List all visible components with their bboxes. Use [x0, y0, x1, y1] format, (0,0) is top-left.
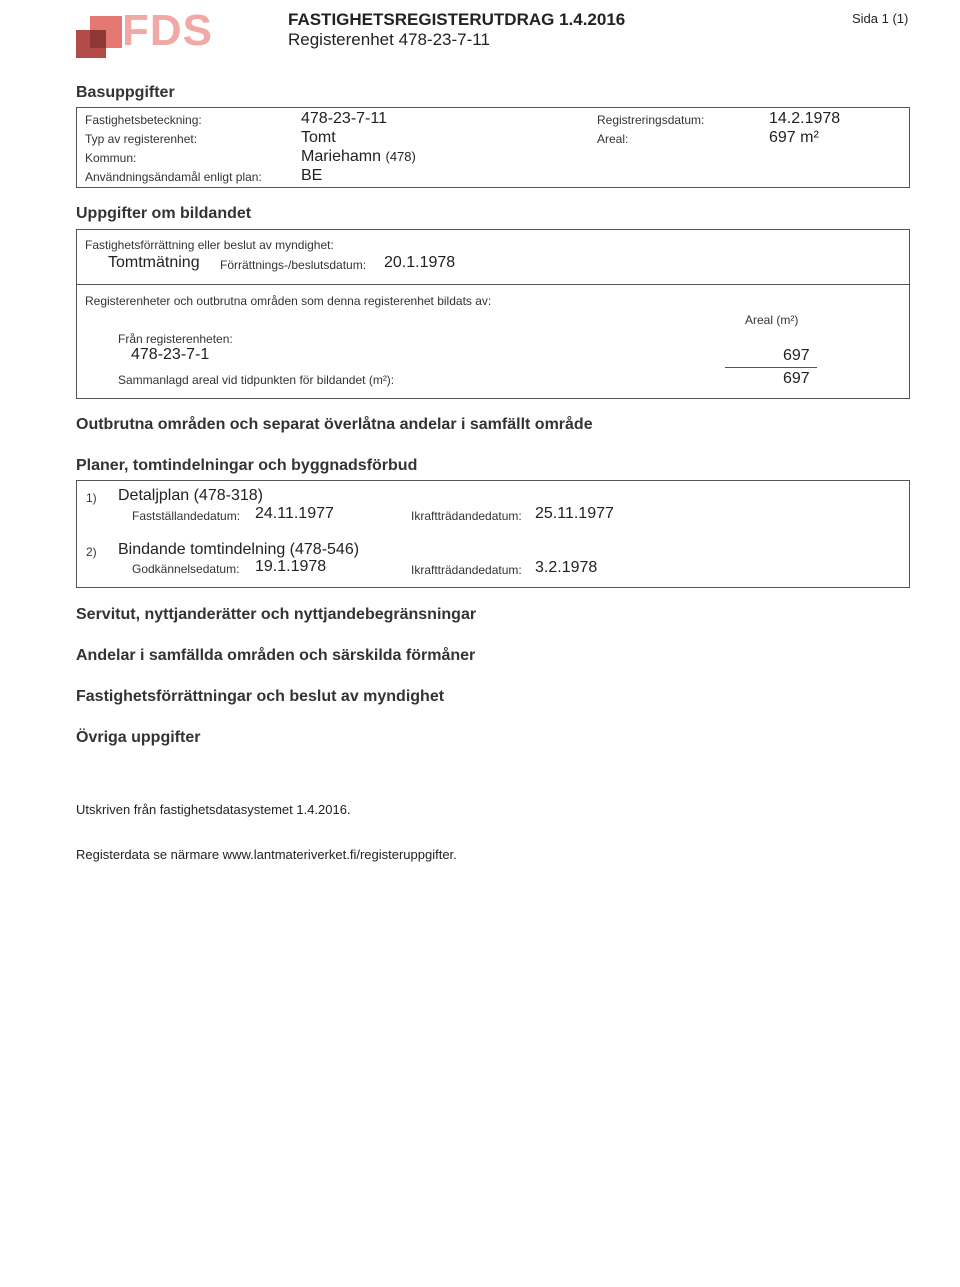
label-kommun: Kommun:: [85, 151, 137, 165]
value-typ: Tomt: [301, 129, 336, 146]
plan-1-date1-label: Fastställandedatum:: [132, 509, 241, 523]
value-registreringsdatum: 14.2.1978: [769, 110, 841, 127]
plan-2-date1-value: 19.1.1978: [255, 558, 327, 575]
label-sammanlagd-areal: Sammanlagd areal vid tidpunkten för bildandet (m²):: [118, 373, 395, 387]
section-planer: Planer, tomtindelningar och byggnadsförbud: [76, 457, 418, 474]
logo-text: FDS: [122, 6, 213, 55]
value-forrattningsdatum: 20.1.1978: [384, 254, 456, 271]
fds-logo-icon: [76, 12, 128, 58]
planer-box: [76, 480, 910, 588]
section-basuppgifter: Basuppgifter: [76, 84, 175, 101]
value-kommun: Mariehamn (478): [301, 148, 416, 165]
value-fran-registerenheten: 478-23-7-1: [131, 346, 210, 363]
areal-column-header: Areal (m²): [745, 313, 799, 327]
label-fran-registerenheten: Från registerenheten:: [118, 332, 233, 346]
plan-2-number: 2): [86, 545, 97, 559]
plan-2-date1-label: Godkännelsedatum:: [132, 562, 240, 576]
label-anvandning: Användningsändamål enligt plan:: [85, 170, 262, 184]
label-typ: Typ av registerenhet:: [85, 132, 198, 146]
section-bildandet: Uppgifter om bildandet: [76, 205, 252, 222]
plan-2-name: Bindande tomtindelning (478-546): [118, 541, 360, 558]
divider: [77, 284, 909, 285]
sum-line: [725, 367, 817, 368]
page-number: Sida 1 (1): [852, 11, 909, 26]
plan-1-number: 1): [86, 491, 97, 505]
section-ovriga: Övriga uppgifter: [76, 729, 201, 746]
label-registreringsdatum: Registreringsdatum:: [597, 113, 705, 127]
plan-2-date2-value: 3.2.1978: [535, 559, 598, 576]
value-fran-areal: 697: [783, 347, 810, 364]
plan-1-date2-value: 25.11.1977: [535, 505, 614, 522]
plan-2-date2-label: Ikraftträdandedatum:: [411, 563, 522, 577]
section-outbrutna: Outbrutna områden och separat överlåtna andelar i samfällt område: [76, 416, 593, 433]
value-sammanlagd-areal: 697: [783, 370, 810, 387]
label-fastighetsbeteckning: Fastighetsbeteckning:: [85, 113, 202, 127]
plan-1-name: Detaljplan (478-318): [118, 487, 263, 504]
label-bildats-av: Registerenheter och outbrutna områden som denna registerenhet bildats av:: [85, 294, 492, 308]
bildandet-box: [76, 229, 910, 399]
footer-more-info: Registerdata se närmare www.lantmateriverket.fi/registeruppgifter.: [76, 847, 457, 862]
plan-1-date2-label: Ikraftträdandedatum:: [411, 509, 522, 523]
value-forrattning: Tomtmätning: [108, 254, 200, 271]
document-subtitle: Registerenhet 478-23-7-11: [288, 30, 490, 49]
section-andelar: Andelar i samfällda områden och särskilda förmåner: [76, 647, 476, 664]
document-title: FASTIGHETSREGISTERUTDRAG 1.4.2016: [288, 10, 626, 29]
value-fastighetsbeteckning: 478-23-7-11: [301, 110, 387, 127]
basuppgifter-box: [76, 107, 910, 188]
label-forrattningsdatum: Förrättnings-/beslutsdatum:: [220, 258, 367, 272]
label-forrattning: Fastighetsförrättning eller beslut av myndighet:: [85, 238, 334, 252]
section-servitut: Servitut, nyttjanderätter och nyttjandebegränsningar: [76, 606, 477, 623]
section-forrattningar: Fastighetsförrättningar och beslut av myndighet: [76, 688, 445, 705]
value-anvandning: BE: [301, 167, 323, 184]
value-areal: 697 m²: [769, 129, 819, 146]
footer-printed: Utskriven från fastighetsdatasystemet 1.4.2016.: [76, 802, 351, 817]
label-areal: Areal:: [597, 132, 629, 146]
plan-1-date1-value: 24.11.1977: [255, 505, 334, 522]
